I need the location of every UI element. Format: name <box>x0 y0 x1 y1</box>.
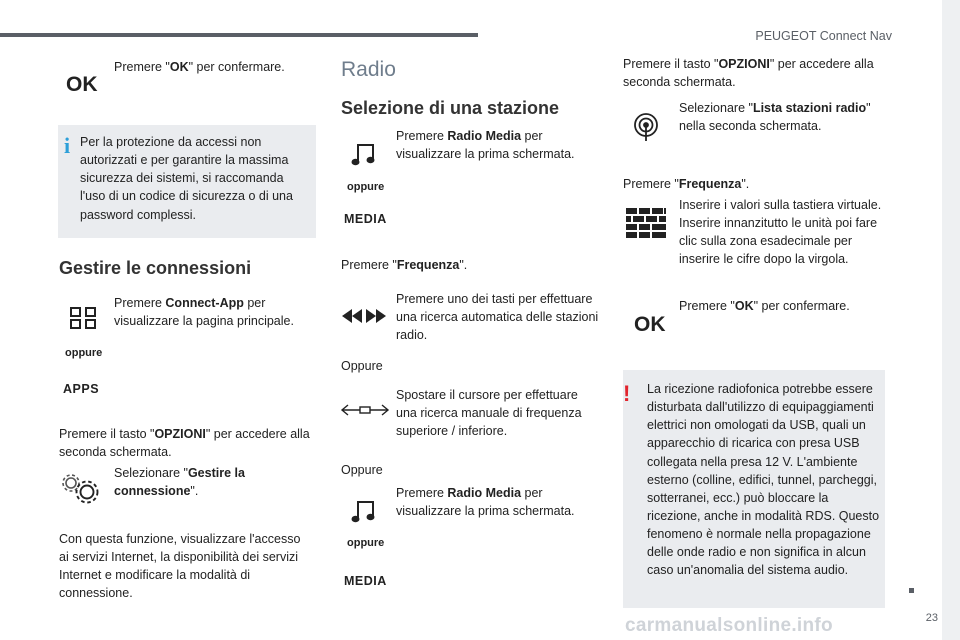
radio-media-step: Premere Radio Media per visualizzare la prima schermata. <box>396 129 575 162</box>
options-text-right: Premere il tasto "OPZIONI" per accedere alla seconda schermata. <box>623 57 874 90</box>
music-note-icon <box>350 140 378 168</box>
keyboard-icon <box>626 208 666 238</box>
grid-apps-icon <box>69 306 97 330</box>
options-text: Premere il tasto "OPZIONI" per accedere alla seconda schermata. <box>59 427 310 460</box>
frequency-slider-icon <box>340 403 390 417</box>
oppure-label: oppure <box>347 181 385 193</box>
seek-step: Premere uno dei tasti per effettuare una ricerca automatica delle stazioni radio. <box>396 292 599 343</box>
oppure-label: oppure <box>65 347 103 359</box>
media-key-label: MEDIA <box>344 212 387 226</box>
info-icon: i <box>64 133 71 158</box>
header-rule <box>0 33 478 37</box>
seek-arrows-icon <box>340 306 388 326</box>
info-text: Per la protezione da accessi non autorizzati e per garantire la massima sicurezza dei sistemi, si raccomanda l'uso di un codice di sicurezza o di una password complessi. <box>80 135 293 222</box>
connect-app-step: Premere Connect-App per visualizzare la pagina principale. <box>114 296 294 329</box>
manage-connection-step: Selezionare "Gestire la connessione". <box>114 466 245 499</box>
radio-antenna-icon <box>631 112 661 142</box>
keyboard-step: Inserire i valori sulla tastiera virtuale. Inserire innanzitutto le unità poi fare clic sulla zona esadecimale per inserire le cifre dopo la virgola. <box>679 198 882 267</box>
frequency-text-right: Premere "Frequenza". <box>623 177 750 191</box>
page-number: 23 <box>925 612 938 624</box>
warning-text: La ricezione radiofonica potrebbe essere disturbata dall'utilizzo di equipaggiamenti elettrici non omologati da USB, quali un apparecchio di ricarica con presa USB collegata nella presa 12 V. L'ambiente esterno (colline, edifici, tunnel, parcheggi, sotterranei, ecc.) può bloccare la ricezione, anche in modalità RDS. Questo fenomeno è normale nella propagazione delle onde radio e non significa in alcun caso un'anomalia del sistema audio. <box>647 382 880 578</box>
section-heading-radio: Radio <box>341 58 396 81</box>
oppure-text-2: Oppure <box>341 463 383 477</box>
apps-key-label: APPS <box>63 382 100 396</box>
warning-icon: ! <box>623 381 631 406</box>
ok-confirm-text-right: Premere "OK" per confermare. <box>679 299 850 313</box>
gears-icon <box>60 471 102 505</box>
ok-key-label-right: OK <box>634 313 666 336</box>
page-marker <box>909 588 914 593</box>
radio-media-step-2: Premere Radio Media per visualizzare la prima schermata. <box>396 486 575 519</box>
ok-confirm-text: Premere "OK" per confermare. <box>114 60 285 74</box>
station-list-step: Selezionare "Lista stazioni radio" nella seconda schermata. <box>679 101 871 134</box>
slider-step: Spostare il cursore per effettuare una ricerca manuale di frequenza superiore / inferiore. <box>396 388 582 439</box>
header-title: PEUGEOT Connect Nav <box>755 29 892 43</box>
connection-description: Con questa funzione, visualizzare l'accesso ai servizi Internet, la disponibilità dei servizi Internet e modificare la modalità di connessione. <box>59 532 301 601</box>
watermark: carmanualsonline.info <box>625 615 833 636</box>
ok-key-label: OK <box>66 73 98 96</box>
media-key-label-2: MEDIA <box>344 574 387 588</box>
warning-box <box>623 370 885 608</box>
page-edge-strip <box>942 0 960 640</box>
oppure-text: Oppure <box>341 359 383 373</box>
music-note-icon <box>350 497 378 525</box>
oppure-label-2: oppure <box>347 537 385 549</box>
info-box <box>58 125 316 238</box>
frequency-text: Premere "Frequenza". <box>341 258 468 272</box>
section-title-connections: Gestire le connessioni <box>59 258 252 278</box>
section-title-station: Selezione di una stazione <box>341 98 560 118</box>
